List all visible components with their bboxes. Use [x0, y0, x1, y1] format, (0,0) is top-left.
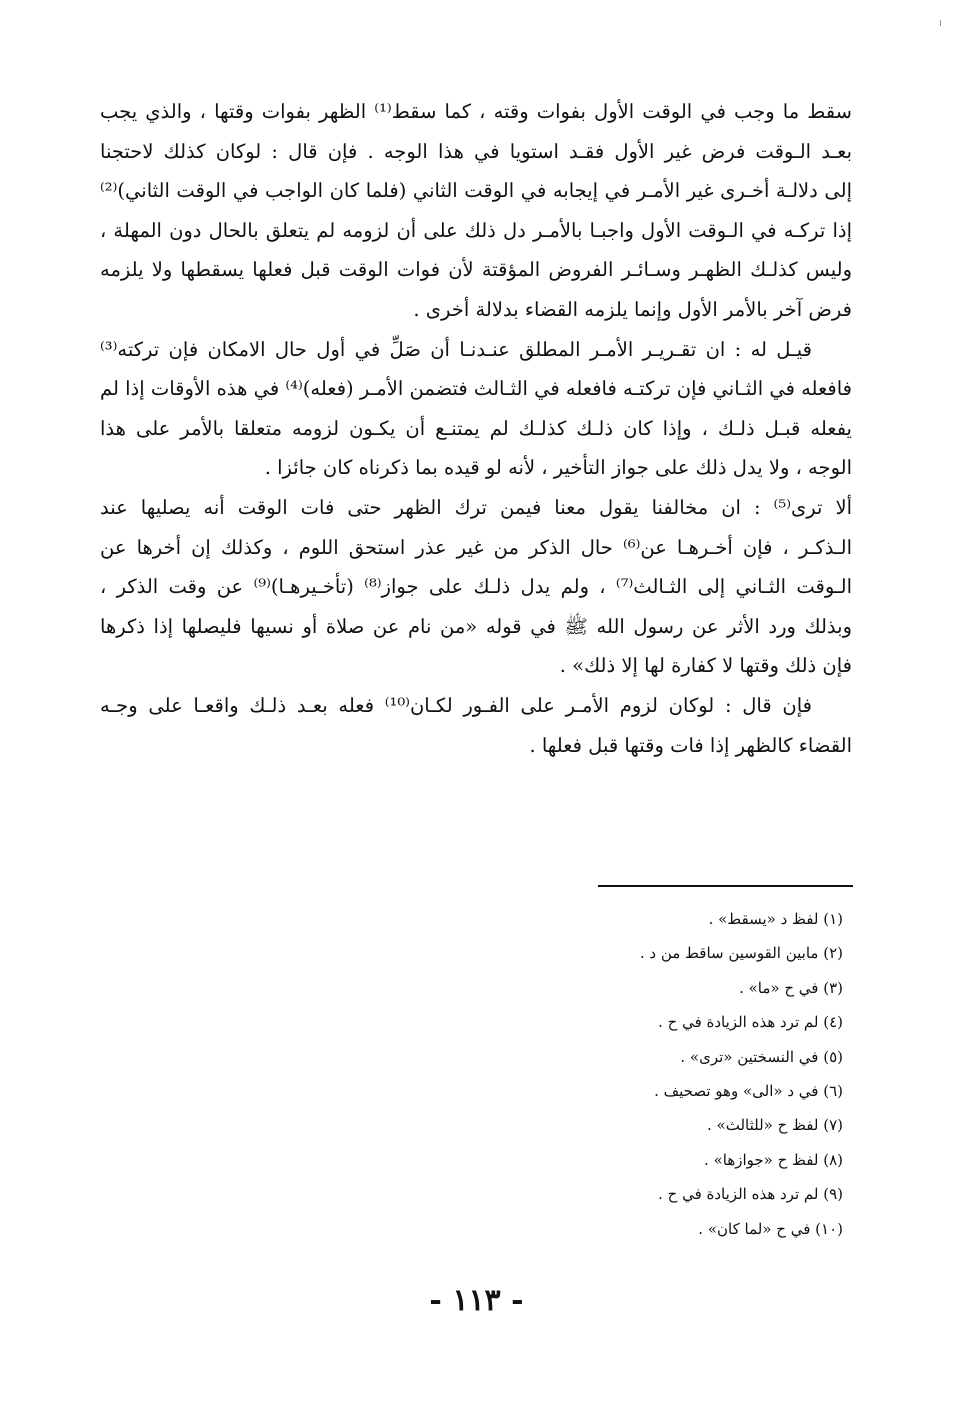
text-line: يفعله قبـل ذلـك ، وإذا كان ذلـك كذلـك لم يمتنـع أن يكـون لزومه متعلقا بالأمر على هذا — [100, 416, 852, 440]
text-line: فإن ذلك وقتها لا كفارة لها إلا ذلك» . — [559, 654, 852, 678]
text-line: فافعله في الثـاني فإن تركتـه فافعله في الثـالث فتضمن الأمـر (فعله)⁽⁴⁾ في هذه الأوقات إذا لم — [100, 377, 852, 401]
text-line: ألا ترى⁽⁵⁾ : ان مخالفنا يقول معنا فيمن ترك الظهر حتى فات الوقت أنه يصليها عند — [100, 495, 852, 519]
footnotes — [443, 902, 843, 1246]
text-line: فإن قال : لوكان لزوم الأمـر على الفـور لكـان⁽¹⁰⁾ فعله بعـد ذلـك واقعـا على وجـه — [100, 693, 813, 717]
text-line: القضاء كالظهر إذا فات وقتها قبل فعلها . — [529, 733, 852, 757]
footnote: (٢) مابين القوسين ساقط من د . — [639, 944, 843, 963]
footnote-divider — [598, 885, 853, 887]
footnote: (٦) في د «الى» وهو تصحيف . — [654, 1082, 843, 1101]
footnote: (٥) في النسختين «ترى» . — [680, 1047, 843, 1066]
text-line: سقط ما وجب في الوقت الأول بفوات وقته ، كما سقط⁽¹⁾ الظهر بفوات وقتها ، والذي يجب — [100, 100, 852, 123]
footnote: (٤) لم ترد هذه الزيادة في ح . — [658, 1013, 843, 1032]
main-text — [100, 92, 852, 765]
text-line: وليس كذلـك الظهـر وسـائـر الفروض المؤقتة لأن فوات الوقت قبل فعلها يسقطها ولا يلزمه — [100, 258, 852, 282]
footnote: (١٠) في ح «لما كان» . — [698, 1219, 843, 1238]
text-line: إذا تركـه في الـوقت الأول واجبـا بالأمـر دل ذلك على أن لزومه لم يتعلق بالحال دون المهلة ، — [100, 218, 852, 242]
text-line: الـذكـر ، فإن أخـرهـا عن⁽⁶⁾ حال الذكر من غير عذر استحق اللوم ، وكذلك إن أخرها عن — [100, 535, 852, 559]
text-line: إلى دلالـة أخـرى غير الأمـر في إيجابه في الوقت الثاني (فلما كان الواجب في الوقت الثاني)⁽²⁾ — [100, 179, 852, 203]
footnote: (٧) لفظ ح «للثالث» . — [707, 1116, 843, 1135]
scan-mark — [940, 20, 941, 26]
text-line: وبذلك ورد الأثر عن رسول الله ﷺ في قوله «من نام عن صلاة أو نسيها فليصلها إذا ذكرها — [100, 614, 852, 638]
text-line: فرض آخر بالأمر الأول وإنما يلزمه القضاء بدلالة أخرى . — [413, 297, 852, 321]
footnote: (٨) لفظ ح «جوازها» . — [704, 1150, 843, 1169]
footnote: (٣) في ح «ما» . — [739, 978, 843, 997]
text-line: قيـل له : ان تقـريـر الأمـر المطلق عنـدنـا أن صَلِّ في أول حال الامكان فإن تركته⁽³⁾ — [100, 337, 812, 361]
text-line: بعـد الـوقت فرض غير الأول فقـد استويا في هذا الوجه . فإن قال : لوكان كذلك لاحتجنا — [100, 139, 852, 163]
footnote: (٩) لم ترد هذه الزيادة في ح . — [658, 1185, 843, 1204]
footnote: (١) لفظ د «يسقط» . — [708, 910, 843, 928]
page-number: - ١١٣ - — [429, 1283, 524, 1318]
text-line: الـوقت الثـاني إلى الثـالث⁽⁷⁾ ، ولم يدل ذلـك على جواز⁽⁸⁾ (تأخـيرهـا)⁽⁹⁾ عن وقت الذكر ، — [100, 575, 852, 599]
text-line: الوجه ، ولا يدل ذلك على جواز التأخير ، لأنه لو قيده بما ذكرناه كان جائزا . — [264, 456, 852, 480]
